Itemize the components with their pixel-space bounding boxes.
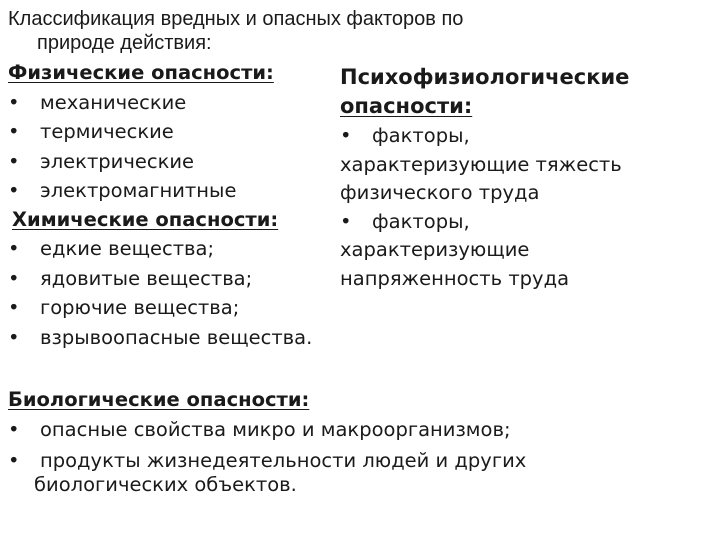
chemical-item: взрывоопасные вещества. [40, 326, 313, 349]
chemical-item: горючие вещества; [40, 296, 240, 319]
psycho-item-1-line-2: характеризующие тяжесть [340, 153, 622, 176]
psycho-heading-line-1: Психофизиологические [340, 65, 630, 89]
chemical-item: ядовитые вещества; [40, 267, 253, 290]
bullet-icon: • [340, 210, 352, 233]
psycho-item-2-line-3: напряженность труда [340, 267, 570, 290]
chemical-item: едкие вещества; [40, 237, 215, 260]
title-line-1: Классификация вредных и опасных факторов по [8, 8, 464, 30]
bullet-icon: • [8, 296, 20, 319]
psycho-heading-line-2: опасности: [340, 94, 473, 118]
physical-item: электромагнитные [40, 179, 237, 202]
bullet-icon: • [8, 150, 20, 173]
bullet-icon: • [8, 326, 20, 349]
physical-item: механические [40, 91, 187, 114]
biological-item-2-line-2: биологических объектов. [34, 473, 297, 496]
bullet-icon: • [8, 449, 20, 472]
psycho-item-1-line-3: физического труда [340, 181, 540, 204]
bullet-icon: • [8, 179, 20, 202]
bullet-icon: • [8, 267, 20, 290]
psycho-item-2-line-1: факторы, [372, 210, 470, 233]
chemical-heading: Химические опасности: [12, 208, 279, 231]
bullet-icon: • [8, 120, 20, 143]
bullet-icon: • [8, 91, 20, 114]
bullet-icon: • [8, 418, 20, 441]
psycho-item-2-line-2: характеризующие [340, 238, 530, 261]
bullet-icon: • [340, 124, 352, 147]
physical-item: электрические [40, 150, 195, 173]
physical-heading: Физические опасности: [8, 61, 274, 84]
biological-heading: Биологические опасности: [8, 388, 310, 411]
biological-item-1: опасные свойства микро и макроорганизмов; [40, 418, 511, 441]
biological-item-2-line-1: продукты жизнедеятельности людей и других [40, 449, 527, 472]
psycho-item-1-line-1: факторы, [372, 124, 470, 147]
physical-item: термические [40, 120, 174, 143]
bullet-icon: • [8, 237, 20, 260]
title-line-2: природе действия: [37, 32, 212, 54]
